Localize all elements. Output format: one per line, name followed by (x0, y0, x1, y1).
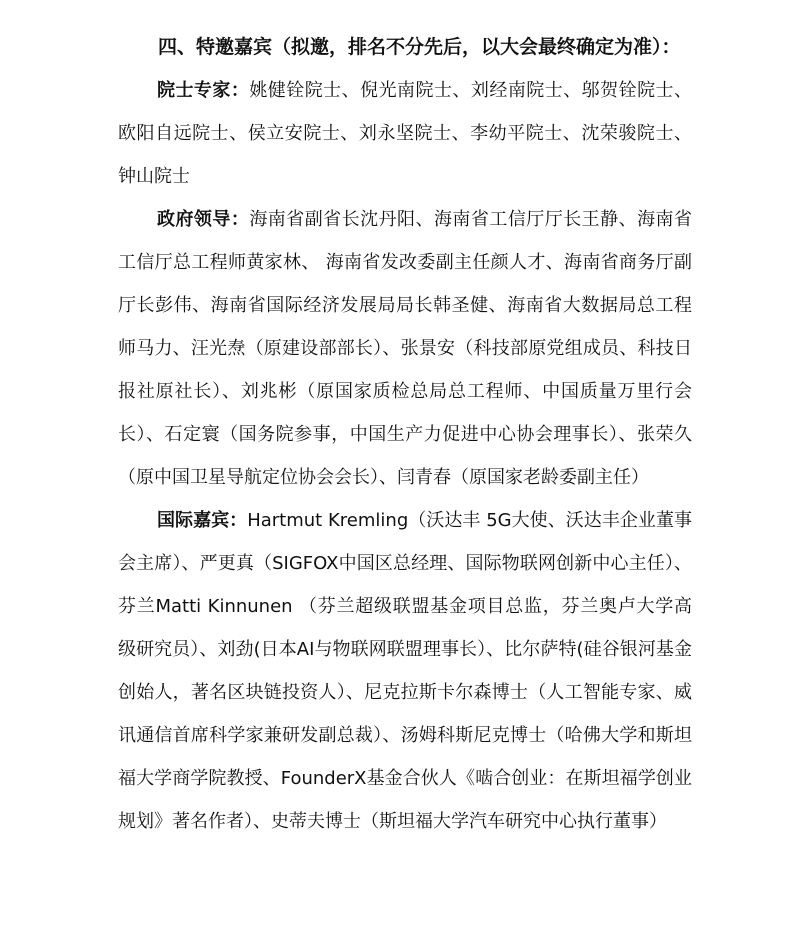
academicians-label: 院士专家： (157, 80, 250, 101)
government-paragraph (118, 198, 692, 499)
government-text: 海南省副省长沈丹阳、海南省工信厅厅长王静、海南省工信厅总工程师黄家林、 海南省发改委副主任颜人才、海南省商务厅副厅长彭伟、海南省国际经济发展局局长韩圣健、海南省大数据局总工程师马力、汪光焘（原建设部部长）、张景安（科技部原党组成员、科技日报社原社长）、刘兆彬（原国家质检总局总工程师、中国质量万里行会长）、石定寰（国务院参事，中国生产力促进中心协会理事长）、张荣久 （原中国卫星导航定位协会会长）、闫青春（原国家老龄委副主任） (118, 209, 693, 488)
government-label: 政府领导： (157, 209, 250, 230)
academicians-paragraph (118, 69, 692, 198)
academicians-text: 姚健铨院士、倪光南院士、刘经南院士、邬贺铨院士、欧阳自远院士、侯立安院士、刘永坚院士、李幼平院士、沈荣骏院士、钟山院士 (118, 80, 693, 187)
section-heading: 四、特邀嘉宾（拟邀，排名不分先后，以大会最终确定为准）： (158, 36, 681, 58)
international-text: Hartmut Kremling（沃达丰 5G大使、沃达丰企业董事会主席）、严更真（SIGFOX中国区总经理、国际物联网创新中心主任）、芬兰Matti Kinnunen （芬兰超级联盟基金项目总监，芬兰奥卢大学高级研究员）、刘劲(日本AI与物联网联盟理事长）、比尔萨特(硅谷银河基金创始人，著名区块链投资人）、尼克拉斯卡尔森博士（人工智能专家、威讯通信首席科学家兼研发副总裁）、汤姆科斯尼克博士（哈佛大学和斯坦福大学商学院教授、FounderX基金合伙人《啮合创业：在斯坦福学创业规划》著名作者）、史蒂夫博士（斯坦福大学汽车研究中心执行董事） (118, 510, 692, 832)
international-paragraph (118, 499, 692, 843)
international-label: 国际嘉宾： (157, 510, 248, 531)
document-body (118, 26, 692, 843)
